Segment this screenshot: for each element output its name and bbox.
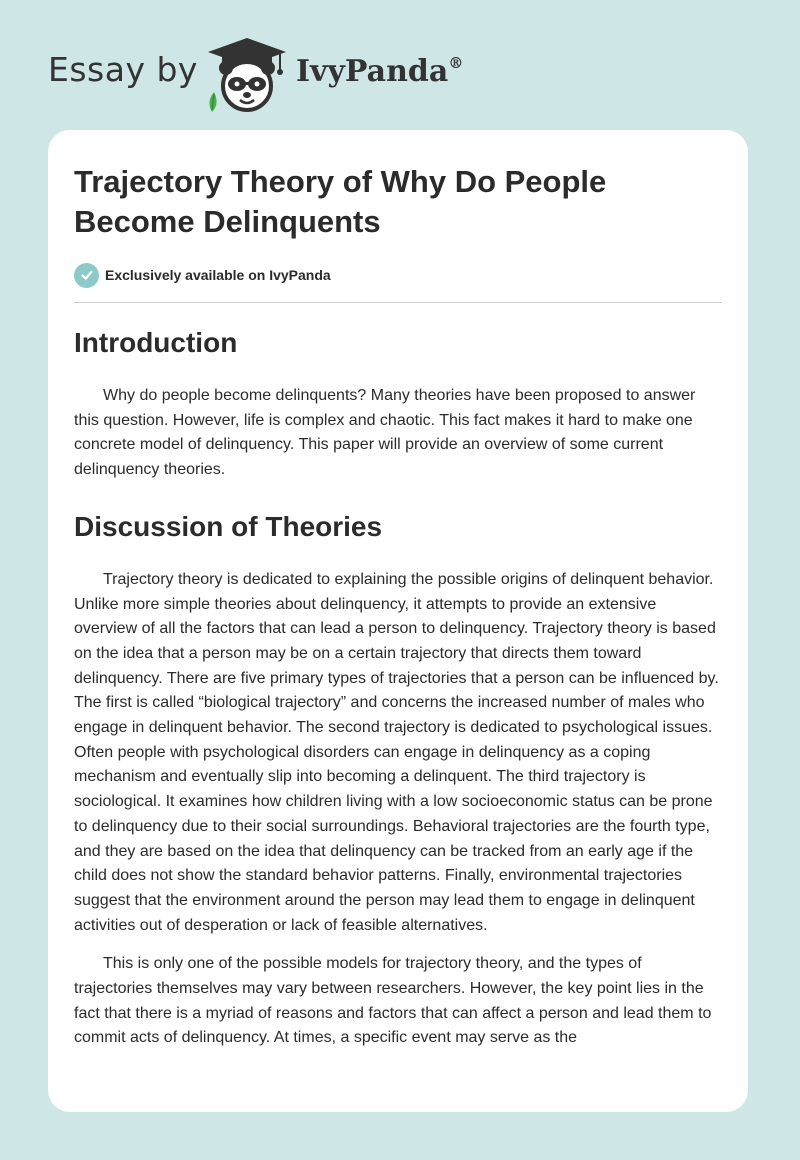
- brand-name[interactable]: [296, 54, 463, 89]
- paragraph: This is only one of the possible models for trajectory theory, and the types of trajectories themselves may vary between researchers. However, the key point lies in the fact that there is a myriad of reasons and factors that can affect a person and lead them to commit acts of delinquency. At times, a specific event may serve as the: [74, 955, 712, 1047]
- brand-text: IvyPanda: [296, 54, 449, 89]
- panda-logo-icon[interactable]: [202, 34, 292, 114]
- divider: [74, 302, 722, 303]
- paragraph: Trajectory theory is dedicated to explaining the possible origins of delinquent behavior. Unlike more simple theories about delinquency, it attempts to provide an extensive overview of all the factors that can lead a person to delinquency. Trajectory theory is based on the idea that a person may be on a certain trajectory that directs them toward delinquency. There are five primary types of trajectories that a person can be influenced by. The first is called “biological trajectory” and concerns the increased number of males who engage in delinquent behavior. The second trajectory is dedicated to psychological issues. Often people with psychological disorders can engage in delinquency as a coping mechanism and eventually slip into becoming a delinquent. The third trajectory is sociological. It examines how children living with a low socioeconomic status can be prone to delinquency due to their social surroundings. Behavioral trajectories are the fourth type, and they are based on the idea that delinquency can be tracked from an early age if the child does not show the standard behavior patterns. Finally, environmental trajectories suggest that the environment around the person may lead them to engage in delinquent activities out of desperation or lack of feasible alternatives.: [74, 570, 719, 934]
- essay-title: Trajectory Theory of Why Do People Become Delinquents: [74, 164, 607, 239]
- badge-label: Exclusively available on IvyPanda: [105, 267, 331, 283]
- exclusive-badge: [74, 262, 722, 288]
- registered-mark: ®: [448, 54, 464, 72]
- essay-content: [74, 162, 722, 1051]
- essay-card: [48, 130, 748, 1112]
- essay-by-label: Essay by: [48, 50, 198, 89]
- section-heading-introduction: Introduction: [74, 327, 238, 358]
- section-heading-discussion: Discussion of Theories: [74, 510, 383, 542]
- check-circle-icon: [74, 263, 99, 288]
- paragraph: Why do people become delinquents? Many theories have been proposed to answer this question. However, life is complex and chaotic. This fact makes it hard to make one concrete model of delinquency. This paper will provide an overview of some current delinquency theories.: [74, 387, 696, 479]
- site-header: [48, 30, 748, 120]
